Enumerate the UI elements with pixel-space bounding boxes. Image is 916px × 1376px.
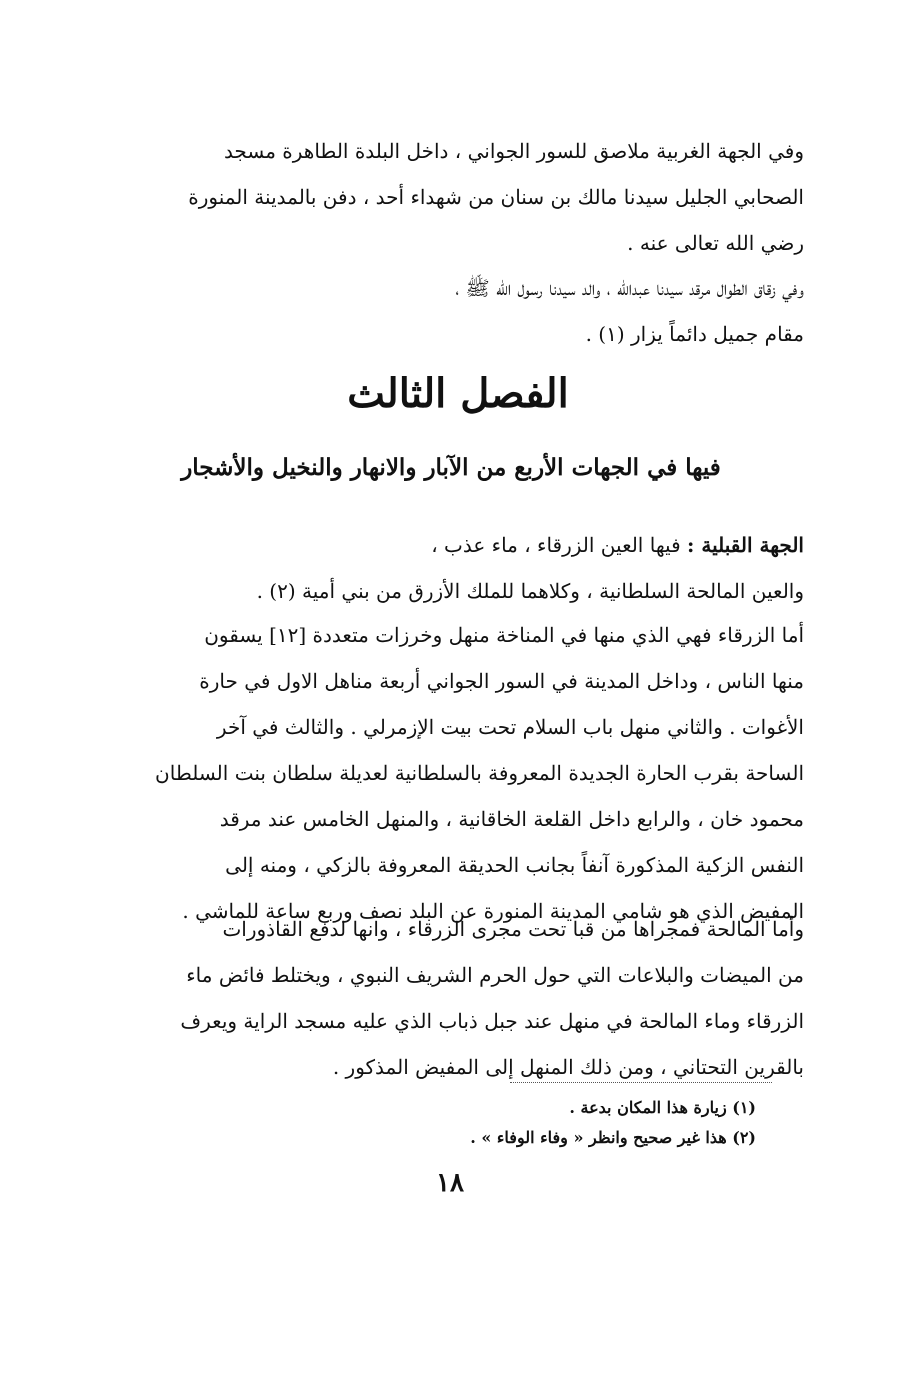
text-line: بالقرين التحتاني ، ومن ذلك المنهل إلى المفيض المذكور .	[332, 1055, 804, 1079]
chapter-subtitle: فيها في الجهات الأربع من الآبار والانهار والنخيل والأشجار	[181, 454, 721, 481]
paragraph-west-side	[104, 128, 804, 266]
footnote-2: (٢) هذا غير صحيح وانظر « وفاء الوفاء » .	[470, 1128, 756, 1147]
text-line: النفس الزكية المذكورة آنفاً بجانب الحديقة المعروفة بالزكي ، ومنه إلى	[225, 853, 804, 877]
text-line: من الميضات والبلاعات التي حول الحرم الشريف النبوي ، ويختلط فائض ماء	[186, 963, 804, 987]
text-line: الأغوات . والثاني منهل باب السلام تحت بيت الإزمرلي . والثالث في آخر	[216, 715, 804, 739]
text-line: رضي الله تعالى عنه .	[627, 231, 804, 255]
chapter-title: الفصل الثالث	[347, 370, 569, 417]
text-line: وفي زقاق الطوال مرقد سيدنا عبدالله ، والد سيدنا رسول الله ﷺ ،	[455, 276, 804, 300]
text-line: الصحابي الجليل سيدنا مالك بن سنان من شهداء أحد ، دفن بالمدينة المنورة	[188, 185, 804, 209]
text-line: وفي الجهة الغربية ملاصق للسور الجواني ، داخل البلدة الطاهرة مسجد	[223, 139, 804, 163]
text-line	[104, 522, 804, 568]
text-line: الساحة بقرب الحارة الجديدة المعروفة بالسلطانية لعديلة سلطان بنت السلطان	[155, 761, 804, 785]
page-number: ١٨	[436, 1168, 464, 1198]
footnotes	[196, 1093, 756, 1153]
text-line: المفيض الذي هو شامي المدينة المنورة عن البلد نصف وربع ساعة للماشي .	[182, 899, 804, 923]
footnote-1: (١) زيارة هذا المكان بدعة .	[569, 1098, 756, 1117]
paragraph-zarqa-springs	[104, 612, 804, 934]
text-line: منها الناس ، وداخل المدينة في السور الجواني أربعة مناهل الاول في حارة	[199, 669, 804, 693]
text-line: أما الزرقاء فهي الذي منها في المناخة منهل وخرزات متعددة [١٢] يسقون	[204, 623, 804, 647]
paragraph-tawal-alley	[104, 265, 804, 357]
section-lead: الجهة القبلية :	[687, 533, 804, 557]
paragraph-qibla-side	[104, 522, 804, 614]
footnote-divider	[510, 1082, 772, 1083]
text-line: الزرقاء وماء المالحة في منهل عند جبل ذباب الذي عليه مسجد الراية ويعرف	[180, 1009, 804, 1033]
text-fragment: فيها العين الزرقاء ، ماء عذب ،	[431, 533, 687, 557]
text-line: مقام جميل دائماً يزار (١) .	[585, 322, 804, 346]
paragraph-maliha-channel	[104, 906, 804, 1090]
text-line: محمود خان ، والرابع داخل القلعة الخاقانية ، والمنهل الخامس عند مرقد	[219, 807, 804, 831]
text-line: وأما المالحة فمجراها من قبا تحت مجرى الزرقاء ، وانها لدفع القاذورات	[222, 917, 804, 941]
text-line: والعين المالحة السلطانية ، وكلاهما للملك الأزرق من بني أمية (٢) .	[256, 579, 804, 603]
